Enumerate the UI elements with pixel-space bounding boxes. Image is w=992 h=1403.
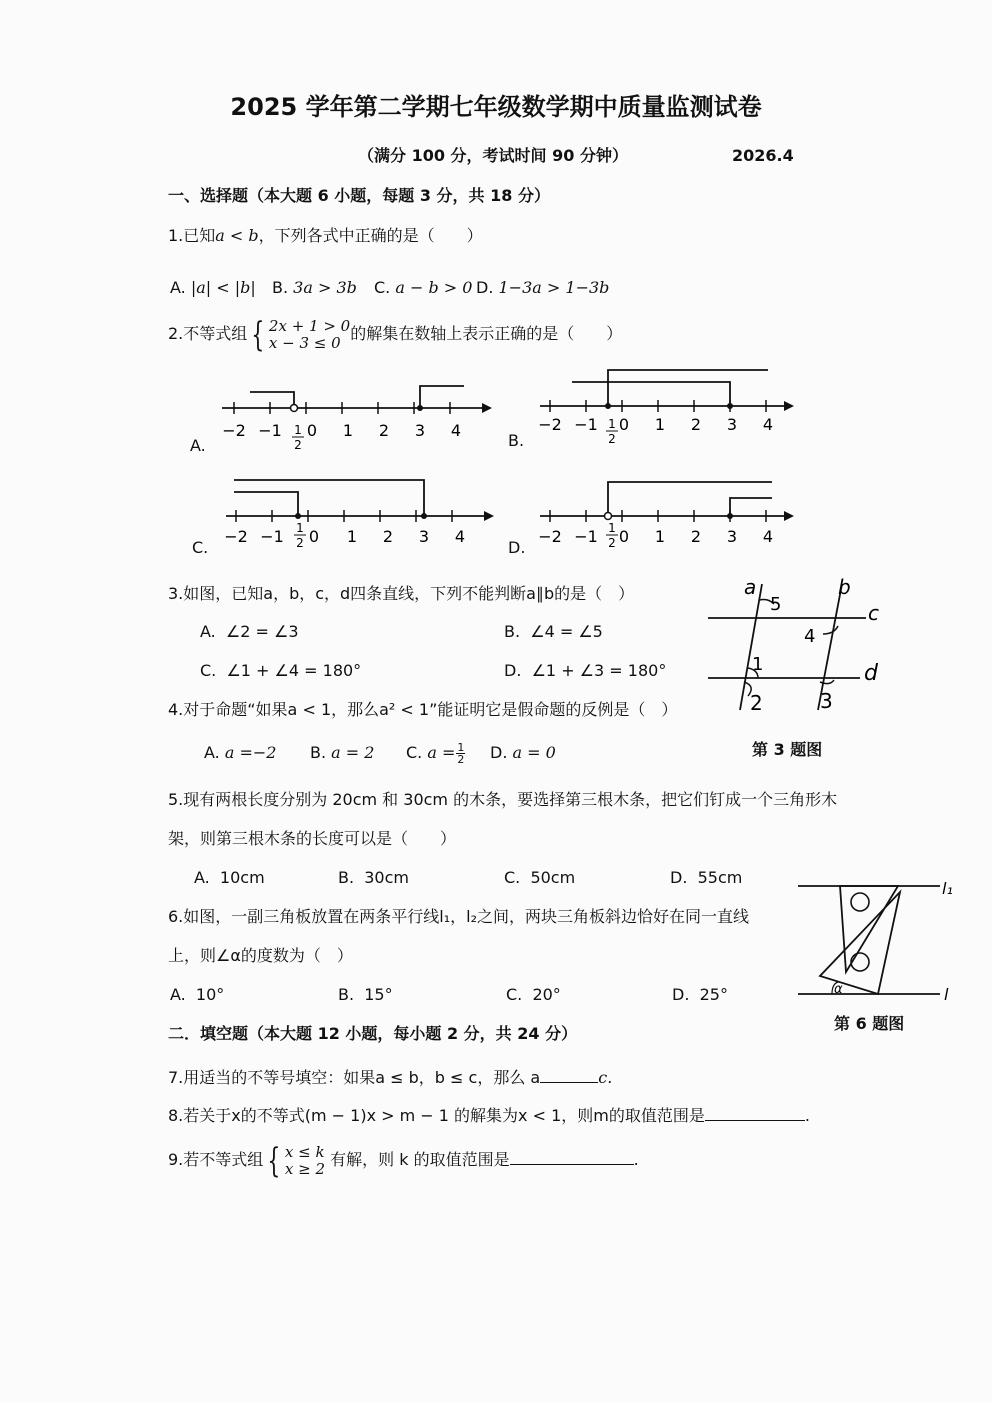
exam-date: 2026.4 bbox=[732, 146, 794, 165]
q2-option-a-label: A. bbox=[190, 436, 206, 455]
line-label-d: d bbox=[864, 661, 878, 686]
question-2-stem: 2.不等式组 { 2x + 1 > 0 x − 3 ≤ 0 的解集在数轴上表示正确的是（ ） bbox=[168, 314, 623, 355]
q3-option-d: D. ∠1 + ∠3 = 180° bbox=[504, 661, 667, 680]
q4-option-d: D. a = 0 bbox=[490, 743, 556, 762]
half-den: 2 bbox=[294, 438, 302, 452]
q5-option-b: B. 30cm bbox=[338, 868, 409, 887]
q6-option-a: A. 10° bbox=[170, 985, 225, 1004]
number-line-b bbox=[528, 362, 818, 462]
q2-option-c-label: C. bbox=[192, 538, 209, 557]
q4-option-c: C. a = $\frac{1}{2}$ bbox=[406, 741, 465, 766]
section-heading-2: 二．填空题（本大题 12 小题，每小题 2 分，共 24 分） bbox=[168, 1024, 578, 1043]
tick-label: 4 bbox=[762, 527, 774, 546]
tick-label: 1 bbox=[654, 527, 666, 546]
tick-label: 3 bbox=[414, 421, 426, 440]
q3-option-a: A. ∠2 = ∠3 bbox=[200, 622, 299, 641]
number-line-c bbox=[214, 468, 504, 564]
question-8: 8.若关于x的不等式(m − 1)x > m − 1 的解集为x < 1，则m的取值范围是 . bbox=[168, 1106, 810, 1125]
tick-label: 0 bbox=[306, 421, 318, 440]
answer-blank[interactable] bbox=[540, 1066, 598, 1083]
angle-label-2: 2 bbox=[750, 691, 763, 715]
page-title: 2025 学年第二学期七年级数学期中质量监测试卷 bbox=[230, 93, 762, 121]
inequality-system: { 2x + 1 > 0 x − 3 ≤ 0 bbox=[251, 314, 351, 355]
question-4-stem: 4.对于命题“如果a < 1，那么a² < 1”能证明它是假命题的反例是（ ） bbox=[168, 700, 678, 719]
angle-alpha-label: α bbox=[834, 982, 843, 997]
tick-label: 0 bbox=[308, 527, 320, 546]
question-6-line2: 上，则∠α的度数为（ ） bbox=[168, 946, 353, 965]
tick-label: −2 bbox=[222, 421, 246, 440]
tick-label: 1 bbox=[654, 415, 666, 434]
question-5-line1: 5.现有两根长度分别为 20cm 和 30cm 的木条，要选择第三根木条，把它们钉成一个三角形木 bbox=[168, 790, 838, 809]
q6-figure bbox=[794, 872, 960, 1008]
q2-option-b-label: B. bbox=[508, 431, 525, 450]
angle-label-5: 5 bbox=[770, 594, 782, 615]
q5-option-a: A. 10cm bbox=[194, 868, 265, 887]
answer-blank[interactable] bbox=[705, 1104, 805, 1121]
half-den: 2 bbox=[608, 536, 616, 550]
tick-label: 2 bbox=[382, 527, 394, 546]
tick-label: 3 bbox=[726, 527, 738, 546]
q3-option-c: C. ∠1 + ∠4 = 180° bbox=[200, 661, 362, 680]
half-num: 1 bbox=[294, 423, 302, 437]
line-label-l2: l bbox=[944, 985, 949, 1004]
half-num: 1 bbox=[296, 521, 304, 535]
question-3-stem: 3.如图，已知a，b，c，d四条直线，下列不能判断a∥b的是（ ） bbox=[168, 584, 635, 603]
tick-label: −1 bbox=[574, 527, 598, 546]
tick-label: 4 bbox=[762, 415, 774, 434]
tick-label: 0 bbox=[618, 415, 630, 434]
tick-label: 4 bbox=[454, 527, 466, 546]
tick-label: 1 bbox=[346, 527, 358, 546]
tick-label: 3 bbox=[418, 527, 430, 546]
half-num: 1 bbox=[608, 417, 616, 431]
q3-figure bbox=[700, 570, 900, 720]
q5-option-d: D. 55cm bbox=[670, 868, 743, 887]
q6-option-b: B. 15° bbox=[338, 985, 393, 1004]
half-den: 2 bbox=[296, 536, 304, 550]
section-heading: 一、选择题（本大题 6 小题，每题 3 分，共 18 分） bbox=[168, 186, 550, 205]
answer-blank[interactable] bbox=[510, 1148, 634, 1165]
q6-option-c: C. 20° bbox=[506, 985, 561, 1004]
tick-label: 0 bbox=[618, 527, 630, 546]
tick-label: 1 bbox=[342, 421, 354, 440]
question-6-line1: 6.如图，一副三角板放置在两条平行线l₁，l₂之间，两块三角板斜边恰好在同一直线 bbox=[168, 907, 749, 926]
tick-label: −1 bbox=[260, 527, 284, 546]
tick-label: 4 bbox=[450, 421, 462, 440]
tick-label: 3 bbox=[726, 415, 738, 434]
q4-option-a: A. a =−2 bbox=[204, 743, 277, 762]
half-num: 1 bbox=[608, 521, 616, 535]
question-7: 7.用适当的不等号填空：如果a ≤ b，b ≤ c，那么 a c. bbox=[168, 1068, 613, 1087]
question-9: 9.若不等式组 { x ≤ k x ≥ 2 有解，则 k 的取值范围是 . bbox=[168, 1140, 639, 1181]
q5-option-c: C. 50cm bbox=[504, 868, 576, 887]
line-label-b: b bbox=[838, 575, 851, 599]
exam-meta: （满分 100 分，考试时间 90 分钟） bbox=[358, 146, 628, 165]
q6-figure-caption: 第 6 题图 bbox=[834, 1014, 905, 1033]
tick-label: −2 bbox=[224, 527, 248, 546]
q1-option-c: C. a − b > 0 bbox=[374, 278, 473, 297]
q1-option-b: B. 3a > 3b bbox=[272, 278, 357, 297]
line-label-l1: l₁ bbox=[942, 879, 953, 898]
q3-option-b: B. ∠4 = ∠5 bbox=[504, 622, 603, 641]
tick-label: −1 bbox=[258, 421, 282, 440]
question-1-stem: 1.已知a < b，下列各式中正确的是（ ） bbox=[168, 226, 483, 245]
tick-label: −2 bbox=[538, 527, 562, 546]
number-line-a bbox=[210, 378, 500, 458]
angle-label-3: 3 bbox=[820, 689, 833, 713]
q3-figure-caption: 第 3 题图 bbox=[752, 740, 823, 759]
inequality-system: { x ≤ k x ≥ 2 bbox=[267, 1140, 326, 1181]
angle-label-1: 1 bbox=[752, 654, 764, 675]
q1-option-d: D. 1−3a > 1−3b bbox=[476, 278, 610, 297]
half-den: 2 bbox=[608, 432, 616, 446]
tick-label: 2 bbox=[690, 415, 702, 434]
line-label-a: a bbox=[744, 575, 757, 599]
q1-option-a: A. |a| < |b| bbox=[170, 278, 256, 297]
q2-option-d-label: D. bbox=[508, 538, 526, 557]
tick-label: −2 bbox=[538, 415, 562, 434]
question-5-line2: 架，则第三根木条的长度可以是（ ） bbox=[168, 829, 457, 848]
angle-label-4: 4 bbox=[804, 626, 816, 647]
tick-label: 2 bbox=[690, 527, 702, 546]
tick-label: 2 bbox=[378, 421, 390, 440]
tick-label: −1 bbox=[574, 415, 598, 434]
line-label-c: c bbox=[868, 601, 879, 625]
number-line-d bbox=[528, 468, 818, 564]
q6-option-d: D. 25° bbox=[672, 985, 728, 1004]
q4-option-b: B. a = 2 bbox=[310, 743, 375, 762]
